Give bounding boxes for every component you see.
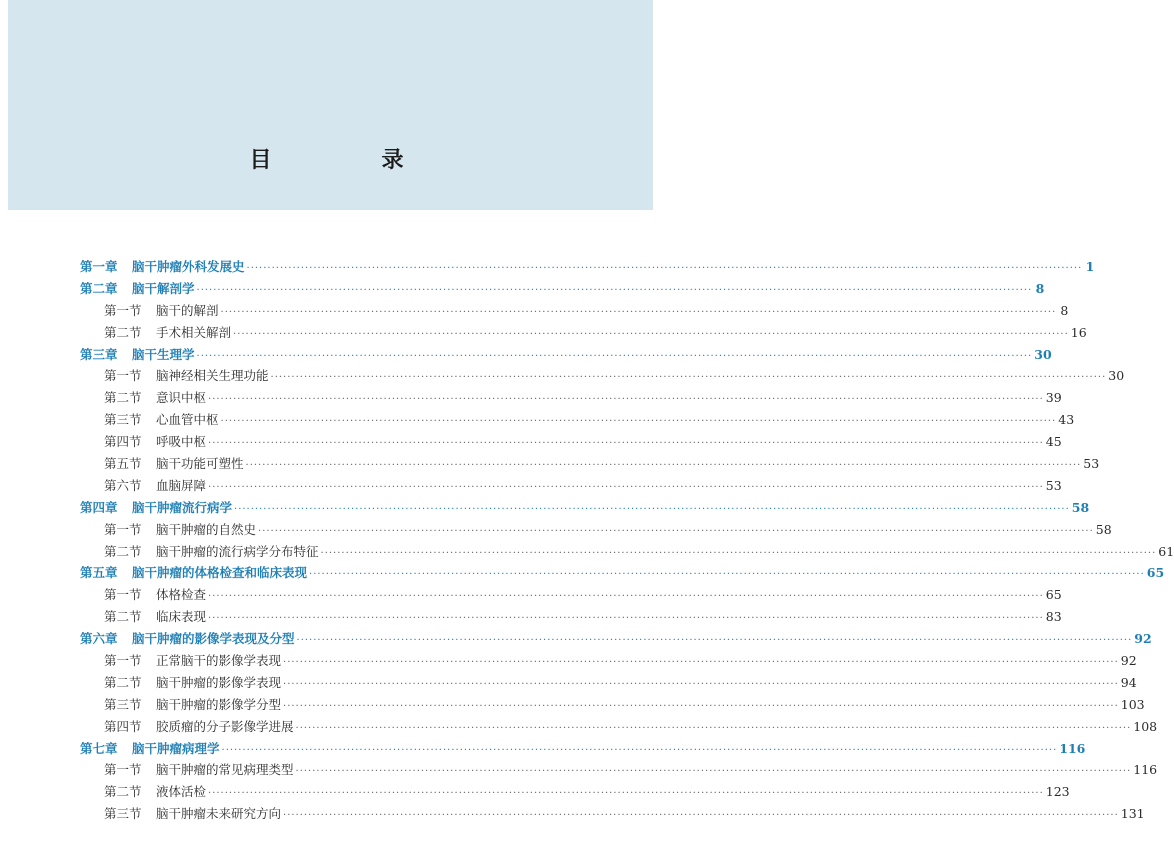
section-title: 体格检查 <box>156 587 207 603</box>
section-title: 脑干肿瘤的常见病理类型 <box>156 762 294 778</box>
section-title: 血脑屏障 <box>156 477 207 493</box>
chapter-number: 第二章 <box>80 280 118 296</box>
section-title: 液体活检 <box>156 784 207 800</box>
page-number: 53 <box>1045 477 1062 493</box>
section-title: 心血管中枢 <box>156 412 219 428</box>
page-number: 92 <box>1120 653 1137 669</box>
page-number: 94 <box>1120 674 1137 690</box>
page-number: 53 <box>1083 456 1100 472</box>
page-number: 39 <box>1045 390 1062 406</box>
section-title: 胶质瘤的分子影像学进展 <box>156 718 294 734</box>
page-number: 1 <box>1085 259 1095 274</box>
dot-leader: ········································································································································································································ <box>296 635 1133 647</box>
toc-section-entry[interactable] <box>80 453 1100 475</box>
chapter-title: 脑干肿瘤的影像学表现及分型 <box>132 631 295 647</box>
section-number: 第二节 <box>104 324 142 340</box>
section-title: 脑干肿瘤的影像学表现 <box>156 674 282 690</box>
page-number: 8 <box>1035 280 1045 296</box>
dot-leader: ········································································································································································································ <box>234 503 1070 515</box>
dot-leader: ········································································································································································································ <box>220 416 1057 428</box>
dot-leader: ········································································································································································································ <box>208 613 1044 625</box>
toc-chapter-entry[interactable] <box>80 256 1095 278</box>
section-number: 第二节 <box>104 390 142 406</box>
toc-section-entry[interactable] <box>80 365 1125 387</box>
section-number: 第二节 <box>104 674 142 690</box>
toc-chapter-entry[interactable] <box>80 628 1152 650</box>
dot-leader: ········································································································································································································ <box>246 263 1083 274</box>
section-title: 呼吸中枢 <box>156 434 207 450</box>
section-title: 脑干肿瘤的影像学分型 <box>156 696 282 712</box>
dot-leader: ········································································································································································································ <box>283 678 1119 690</box>
page-number: 65 <box>1146 565 1165 581</box>
toc-section-entry[interactable] <box>80 300 1069 322</box>
section-number: 第一节 <box>104 653 142 669</box>
section-number: 第二节 <box>104 543 142 559</box>
section-number: 第一节 <box>104 587 142 603</box>
section-title: 临床表现 <box>156 609 207 625</box>
chapter-number: 第七章 <box>80 740 118 756</box>
dot-leader: ········································································································································································································ <box>208 788 1044 800</box>
toc-section-entry[interactable] <box>80 606 1062 628</box>
section-number: 第一节 <box>104 368 142 384</box>
chapter-title: 脑干解剖学 <box>132 280 195 296</box>
section-number: 第三节 <box>104 806 142 822</box>
section-title: 正常脑干的影像学表现 <box>156 653 282 669</box>
chapter-title: 脑干肿瘤流行病学 <box>132 499 233 515</box>
chapter-number: 第一章 <box>80 259 118 274</box>
page-number: 30 <box>1108 368 1125 384</box>
dot-leader: ········································································································································································································ <box>245 460 1082 472</box>
dot-leader: ········································································································································································································ <box>283 810 1119 822</box>
page-number: 45 <box>1045 434 1062 450</box>
toc-section-entry[interactable] <box>80 322 1087 344</box>
dot-leader: ········································································································································································································ <box>295 766 1132 778</box>
toc-section-entry[interactable] <box>80 519 1112 541</box>
toc-chapter-entry[interactable] <box>80 562 1165 584</box>
page-number: 8 <box>1060 302 1069 318</box>
dot-leader: ········································································································································································································ <box>283 700 1119 712</box>
dot-leader: ········································································································································································································ <box>320 547 1157 559</box>
section-number: 第一节 <box>104 762 142 778</box>
dot-leader: ········································································································································································································ <box>208 481 1044 493</box>
toc-chapter-entry[interactable] <box>80 278 1045 300</box>
dot-leader: ········································································································································································································ <box>258 525 1094 537</box>
page-number: 92 <box>1134 631 1152 647</box>
section-title: 脑干肿瘤的流行病学分布特征 <box>156 543 319 559</box>
page-number: 58 <box>1071 499 1090 515</box>
dot-leader: ········································································································································································································ <box>208 591 1044 603</box>
page-number: 123 <box>1045 784 1070 800</box>
page-number: 65 <box>1045 587 1062 603</box>
chapter-number: 第三章 <box>80 346 118 362</box>
toc-section-entry[interactable] <box>80 387 1062 409</box>
chapter-title: 脑干肿瘤病理学 <box>132 740 220 756</box>
toc-section-entry[interactable] <box>80 694 1145 716</box>
dot-leader: ········································································································································································································ <box>221 744 1058 756</box>
toc-section-entry[interactable] <box>80 672 1137 694</box>
section-title: 脑神经相关生理功能 <box>156 368 269 384</box>
page-number: 116 <box>1059 740 1086 756</box>
dot-leader: ········································································································································································································ <box>295 722 1132 734</box>
section-title: 手术相关解剖 <box>156 324 232 340</box>
section-title: 脑干的解剖 <box>156 302 219 318</box>
toc-section-entry[interactable] <box>80 584 1062 606</box>
chapter-title: 脑干生理学 <box>132 346 195 362</box>
toc-section-entry[interactable] <box>80 431 1062 453</box>
toc-section-entry[interactable] <box>80 759 1158 781</box>
section-number: 第二节 <box>104 609 142 625</box>
section-number: 第四节 <box>104 718 142 734</box>
dot-leader: ········································································································································································································ <box>270 372 1107 384</box>
toc-chapter-entry[interactable] <box>80 344 1052 366</box>
dot-leader: ········································································································································································································ <box>220 306 1057 318</box>
toc-section-entry[interactable] <box>80 716 1158 738</box>
chapter-number: 第五章 <box>80 565 118 581</box>
chapter-number: 第四章 <box>80 499 118 515</box>
section-number: 第一节 <box>104 302 142 318</box>
toc-section-entry[interactable] <box>80 803 1145 825</box>
section-number: 第六节 <box>104 477 142 493</box>
section-number: 第三节 <box>104 412 142 428</box>
page-number: 61 <box>1158 543 1174 559</box>
dot-leader: ········································································································································································································ <box>196 350 1033 362</box>
table-of-contents <box>80 256 1174 825</box>
page-number: 108 <box>1133 718 1158 734</box>
section-number: 第五节 <box>104 456 142 472</box>
toc-section-entry[interactable] <box>80 409 1075 431</box>
dot-leader: ········································································································································································································ <box>233 328 1069 340</box>
section-title: 脑干肿瘤未来研究方向 <box>156 806 282 822</box>
toc-section-entry[interactable] <box>80 541 1174 563</box>
section-number: 第四节 <box>104 434 142 450</box>
toc-section-entry[interactable] <box>80 475 1062 497</box>
page-number: 103 <box>1120 696 1145 712</box>
page-number: 30 <box>1034 346 1052 362</box>
page-number: 131 <box>1120 806 1145 822</box>
section-number: 第一节 <box>104 521 142 537</box>
section-number: 第二节 <box>104 784 142 800</box>
dot-leader: ········································································································································································································ <box>283 657 1119 669</box>
page-number: 43 <box>1058 412 1075 428</box>
section-title: 脑干功能可塑性 <box>156 456 244 472</box>
section-number: 第三节 <box>104 696 142 712</box>
toc-section-entry[interactable] <box>80 650 1137 672</box>
chapter-title: 脑干肿瘤外科发展史 <box>132 259 245 274</box>
dot-leader: ········································································································································································································ <box>208 438 1044 450</box>
section-title: 脑干肿瘤的自然史 <box>156 521 257 537</box>
page-number: 58 <box>1095 521 1112 537</box>
page-number: 16 <box>1070 324 1087 340</box>
toc-chapter-entry[interactable] <box>80 738 1086 760</box>
page-title: 目 录 <box>249 147 448 173</box>
chapter-number: 第六章 <box>80 631 118 647</box>
dot-leader: ········································································································································································································ <box>208 394 1044 406</box>
chapter-title: 脑干肿瘤的体格检查和临床表现 <box>132 565 308 581</box>
header-band <box>8 0 653 210</box>
section-title: 意识中枢 <box>156 390 207 406</box>
page-number: 116 <box>1133 762 1158 778</box>
toc-chapter-entry[interactable] <box>80 497 1090 519</box>
dot-leader: ········································································································································································································ <box>196 284 1033 296</box>
page-number: 83 <box>1045 609 1062 625</box>
dot-leader: ········································································································································································································ <box>309 569 1145 581</box>
toc-section-entry[interactable] <box>80 781 1070 803</box>
